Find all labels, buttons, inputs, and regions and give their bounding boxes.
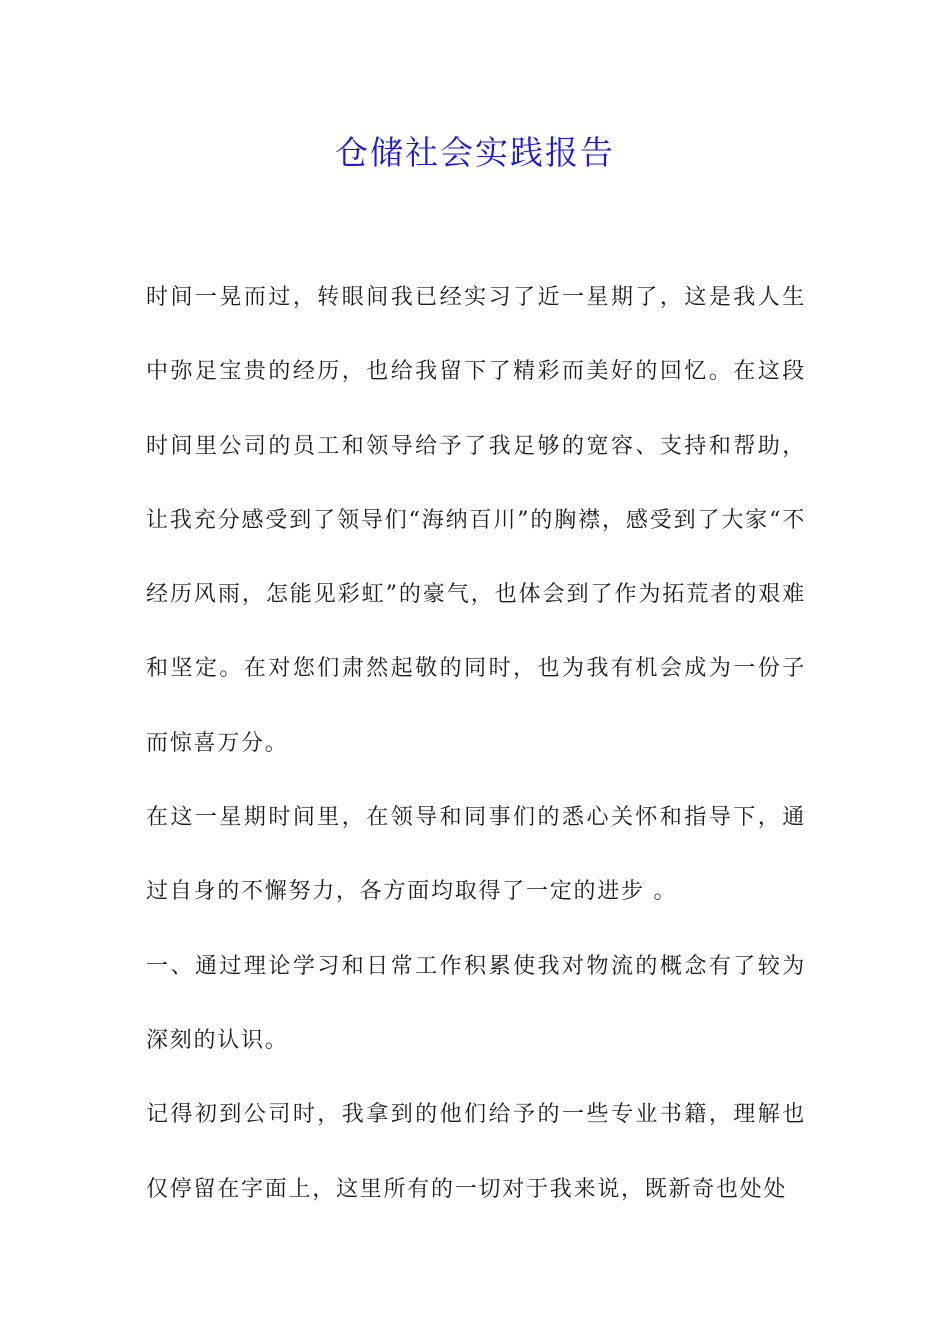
paragraph-progress: 在这一星期时间里，在领导和同事们的悉心关怀和指导下，通过自身的不懈努力，各方面均取得了一定的进步 。 (146, 805, 806, 905)
paragraph-section-one-heading: 一、通过理论学习和日常工作积累使我对物流的概念有了较为深刻的认识。 (146, 953, 806, 1053)
document-title: 仓储社会实践报告 (335, 133, 615, 172)
paragraph-intro: 时间一晃而过，转眼间我已经实习了近一星期了，这是我人生中弥足宝贵的经历，也给我留下了精彩而美好的回忆。在这段时间里公司的员工和领导给予了我足够的宽容、支持和帮助，让我充分感受到了领导们“海纳百川”的胸襟，感受到了大家“不经历风雨，怎能见彩虹”的豪气，也体会到了作为拓荒者的艰难和坚定。在对您们肃然起敬的同时，也为我有机会成为一份子而惊喜万分。 (146, 285, 806, 756)
document-body (146, 261, 806, 1227)
paragraph-recollection: 记得初到公司时，我拿到的他们给予的一些专业书籍，理解也仅停留在字面上，这里所有的一切对于我来说，既新奇也处处 (146, 1102, 806, 1202)
